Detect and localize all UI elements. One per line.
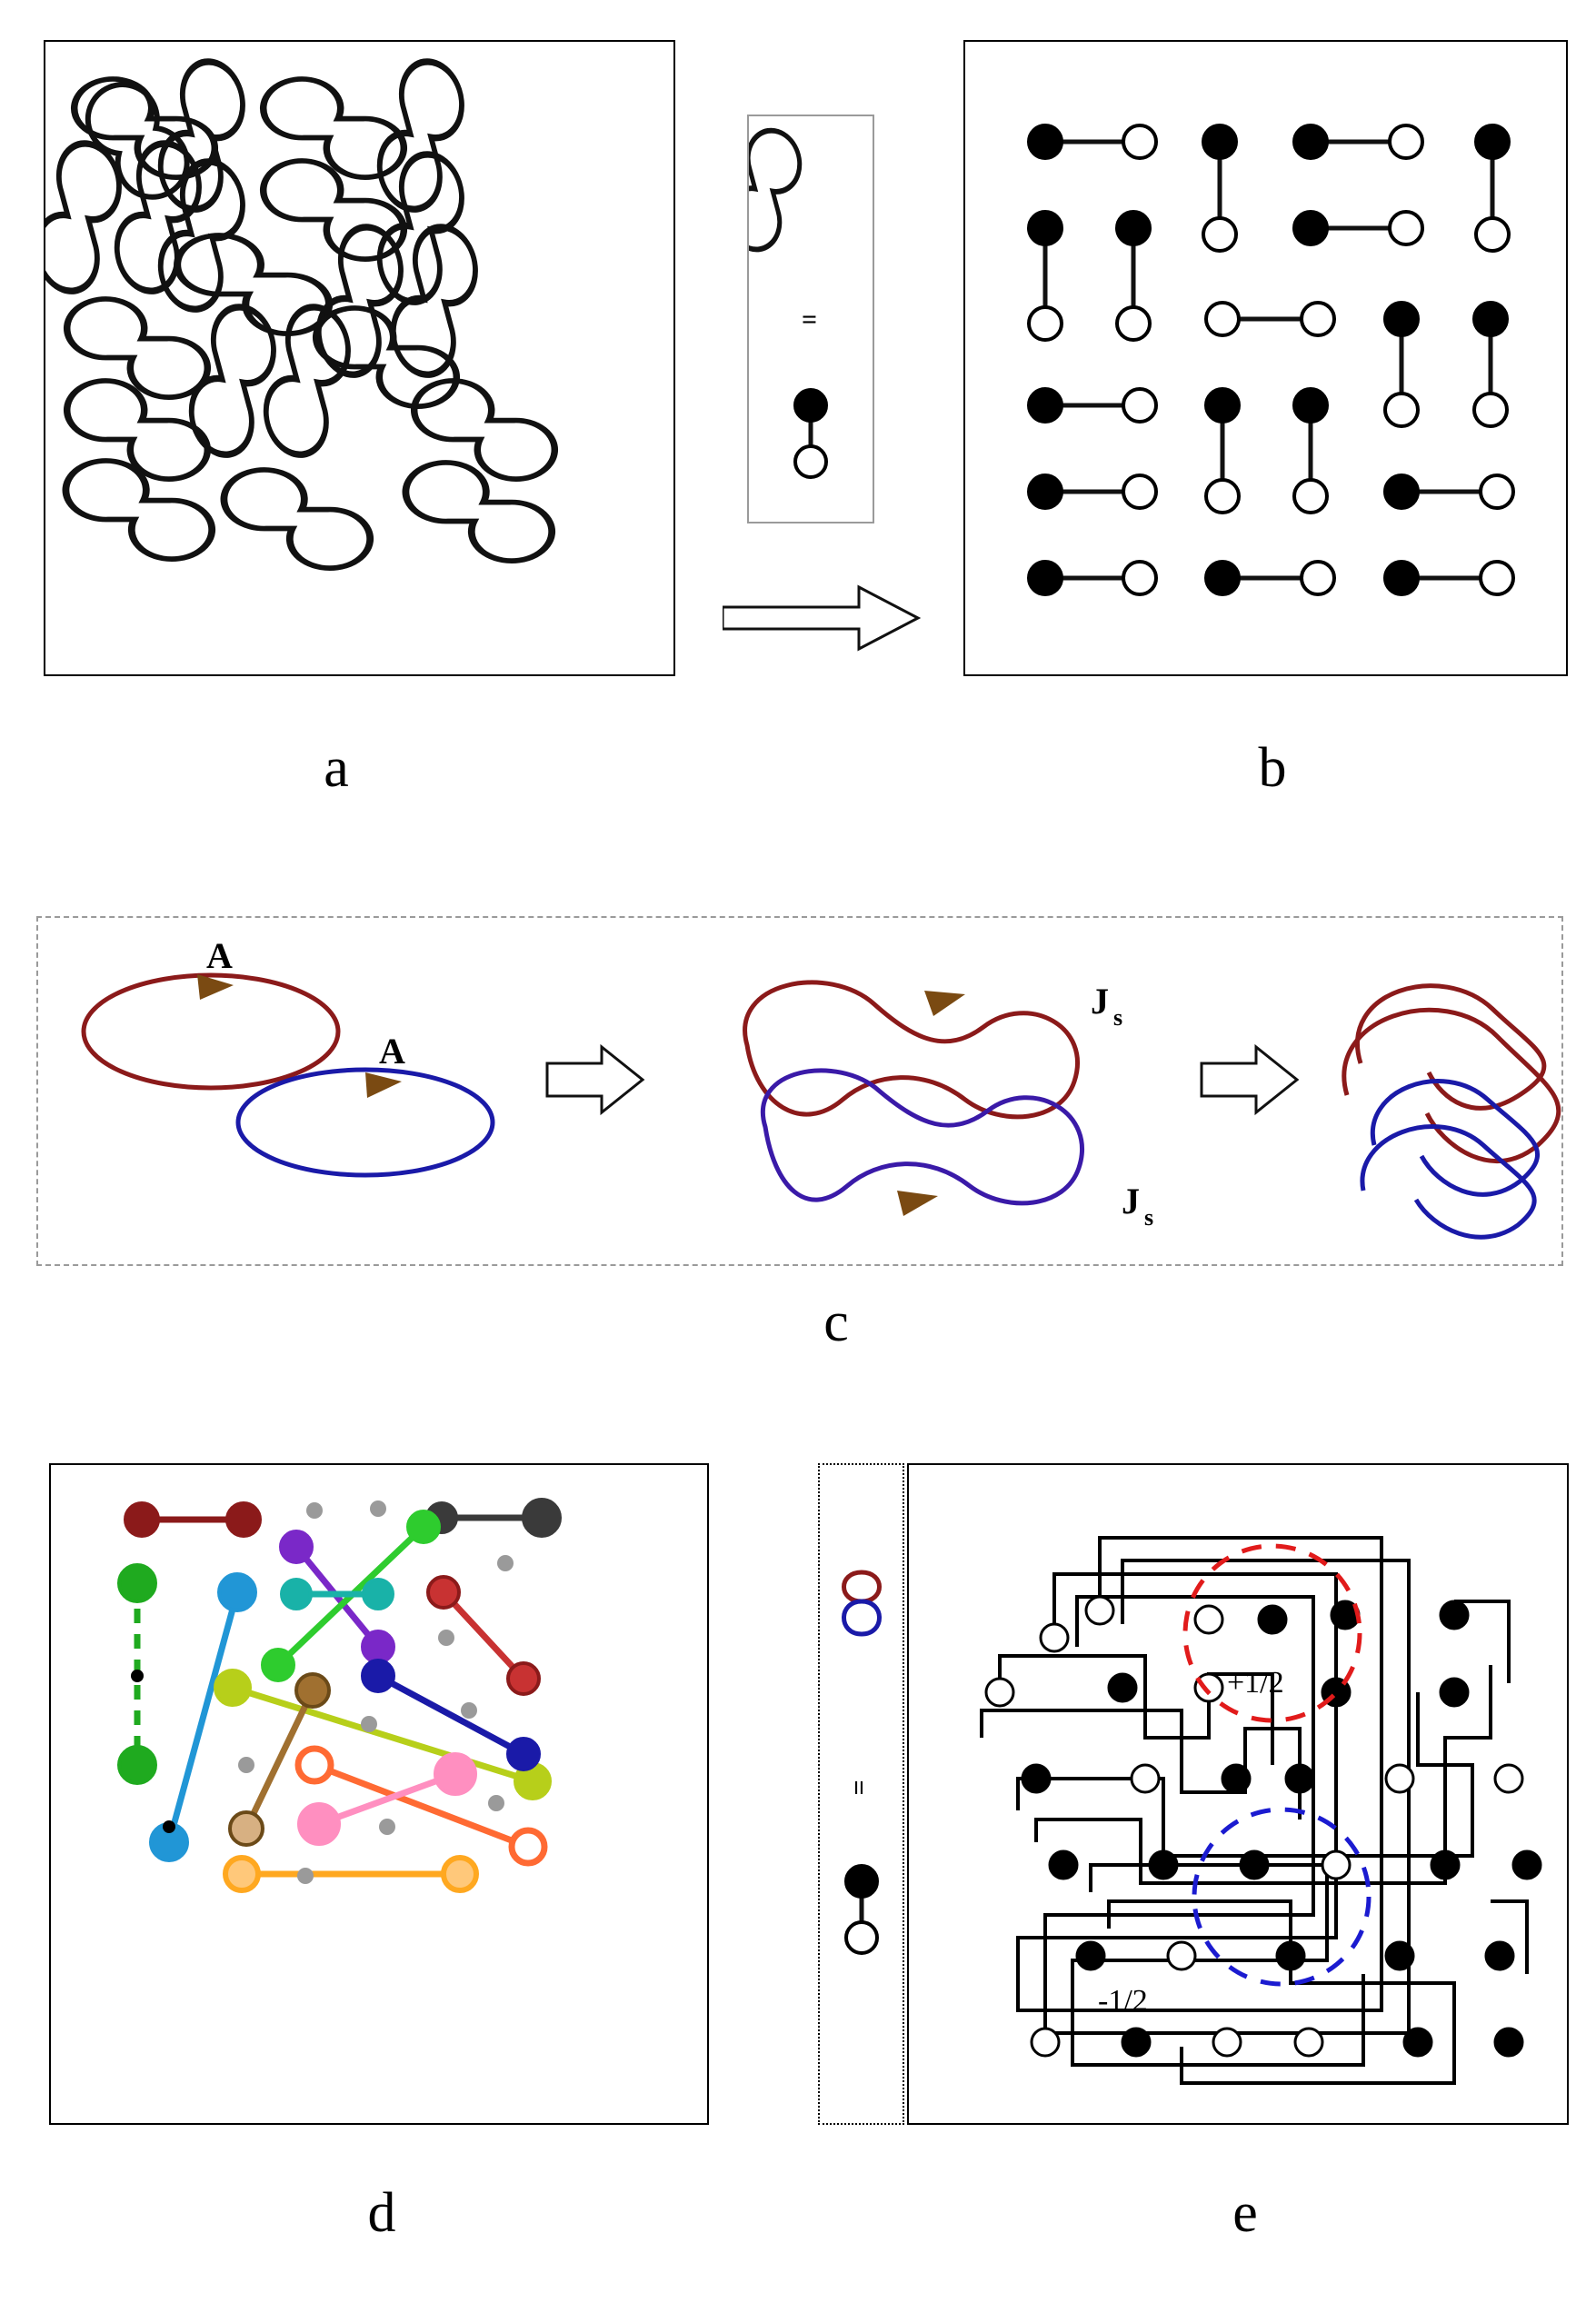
svg-text:s: s	[1113, 1004, 1123, 1031]
arrow-a-to-b	[723, 582, 941, 654]
panel-e-graphic	[909, 1465, 1567, 2123]
panel-b-frame	[963, 40, 1568, 676]
panel-label-d: d	[367, 2182, 396, 2244]
panel-label-c: c	[823, 1291, 849, 1353]
panel-c-frame	[36, 916, 1563, 1266]
panel-a-frame	[44, 40, 675, 676]
panel-c-graphic	[38, 918, 1561, 1264]
legend-ab-dimer	[795, 390, 826, 477]
svg-text:J: J	[1122, 1181, 1140, 1221]
panel-label-b: b	[1258, 737, 1287, 799]
svg-text:A: A	[206, 935, 233, 976]
panel-label-e: e	[1232, 2182, 1258, 2244]
svg-text:J: J	[1091, 981, 1109, 1022]
legend-e-equals: =	[843, 1780, 874, 1796]
panel-e-frame	[907, 1463, 1569, 2125]
panel-a-dimers	[45, 42, 673, 674]
panel-d-graphic	[51, 1465, 707, 2123]
legend-ab-equals: =	[802, 304, 818, 334]
vortex-minus-half-label: -1/2	[1098, 1984, 1148, 2018]
vortex-plus-half-label: +1/2	[1227, 1666, 1284, 1700]
panel-d-frame	[49, 1463, 709, 2125]
svg-text:A: A	[379, 1031, 405, 1072]
svg-text:s: s	[1144, 1204, 1154, 1231]
panel-b-dimers	[965, 42, 1566, 674]
panel-label-a: a	[324, 737, 349, 799]
